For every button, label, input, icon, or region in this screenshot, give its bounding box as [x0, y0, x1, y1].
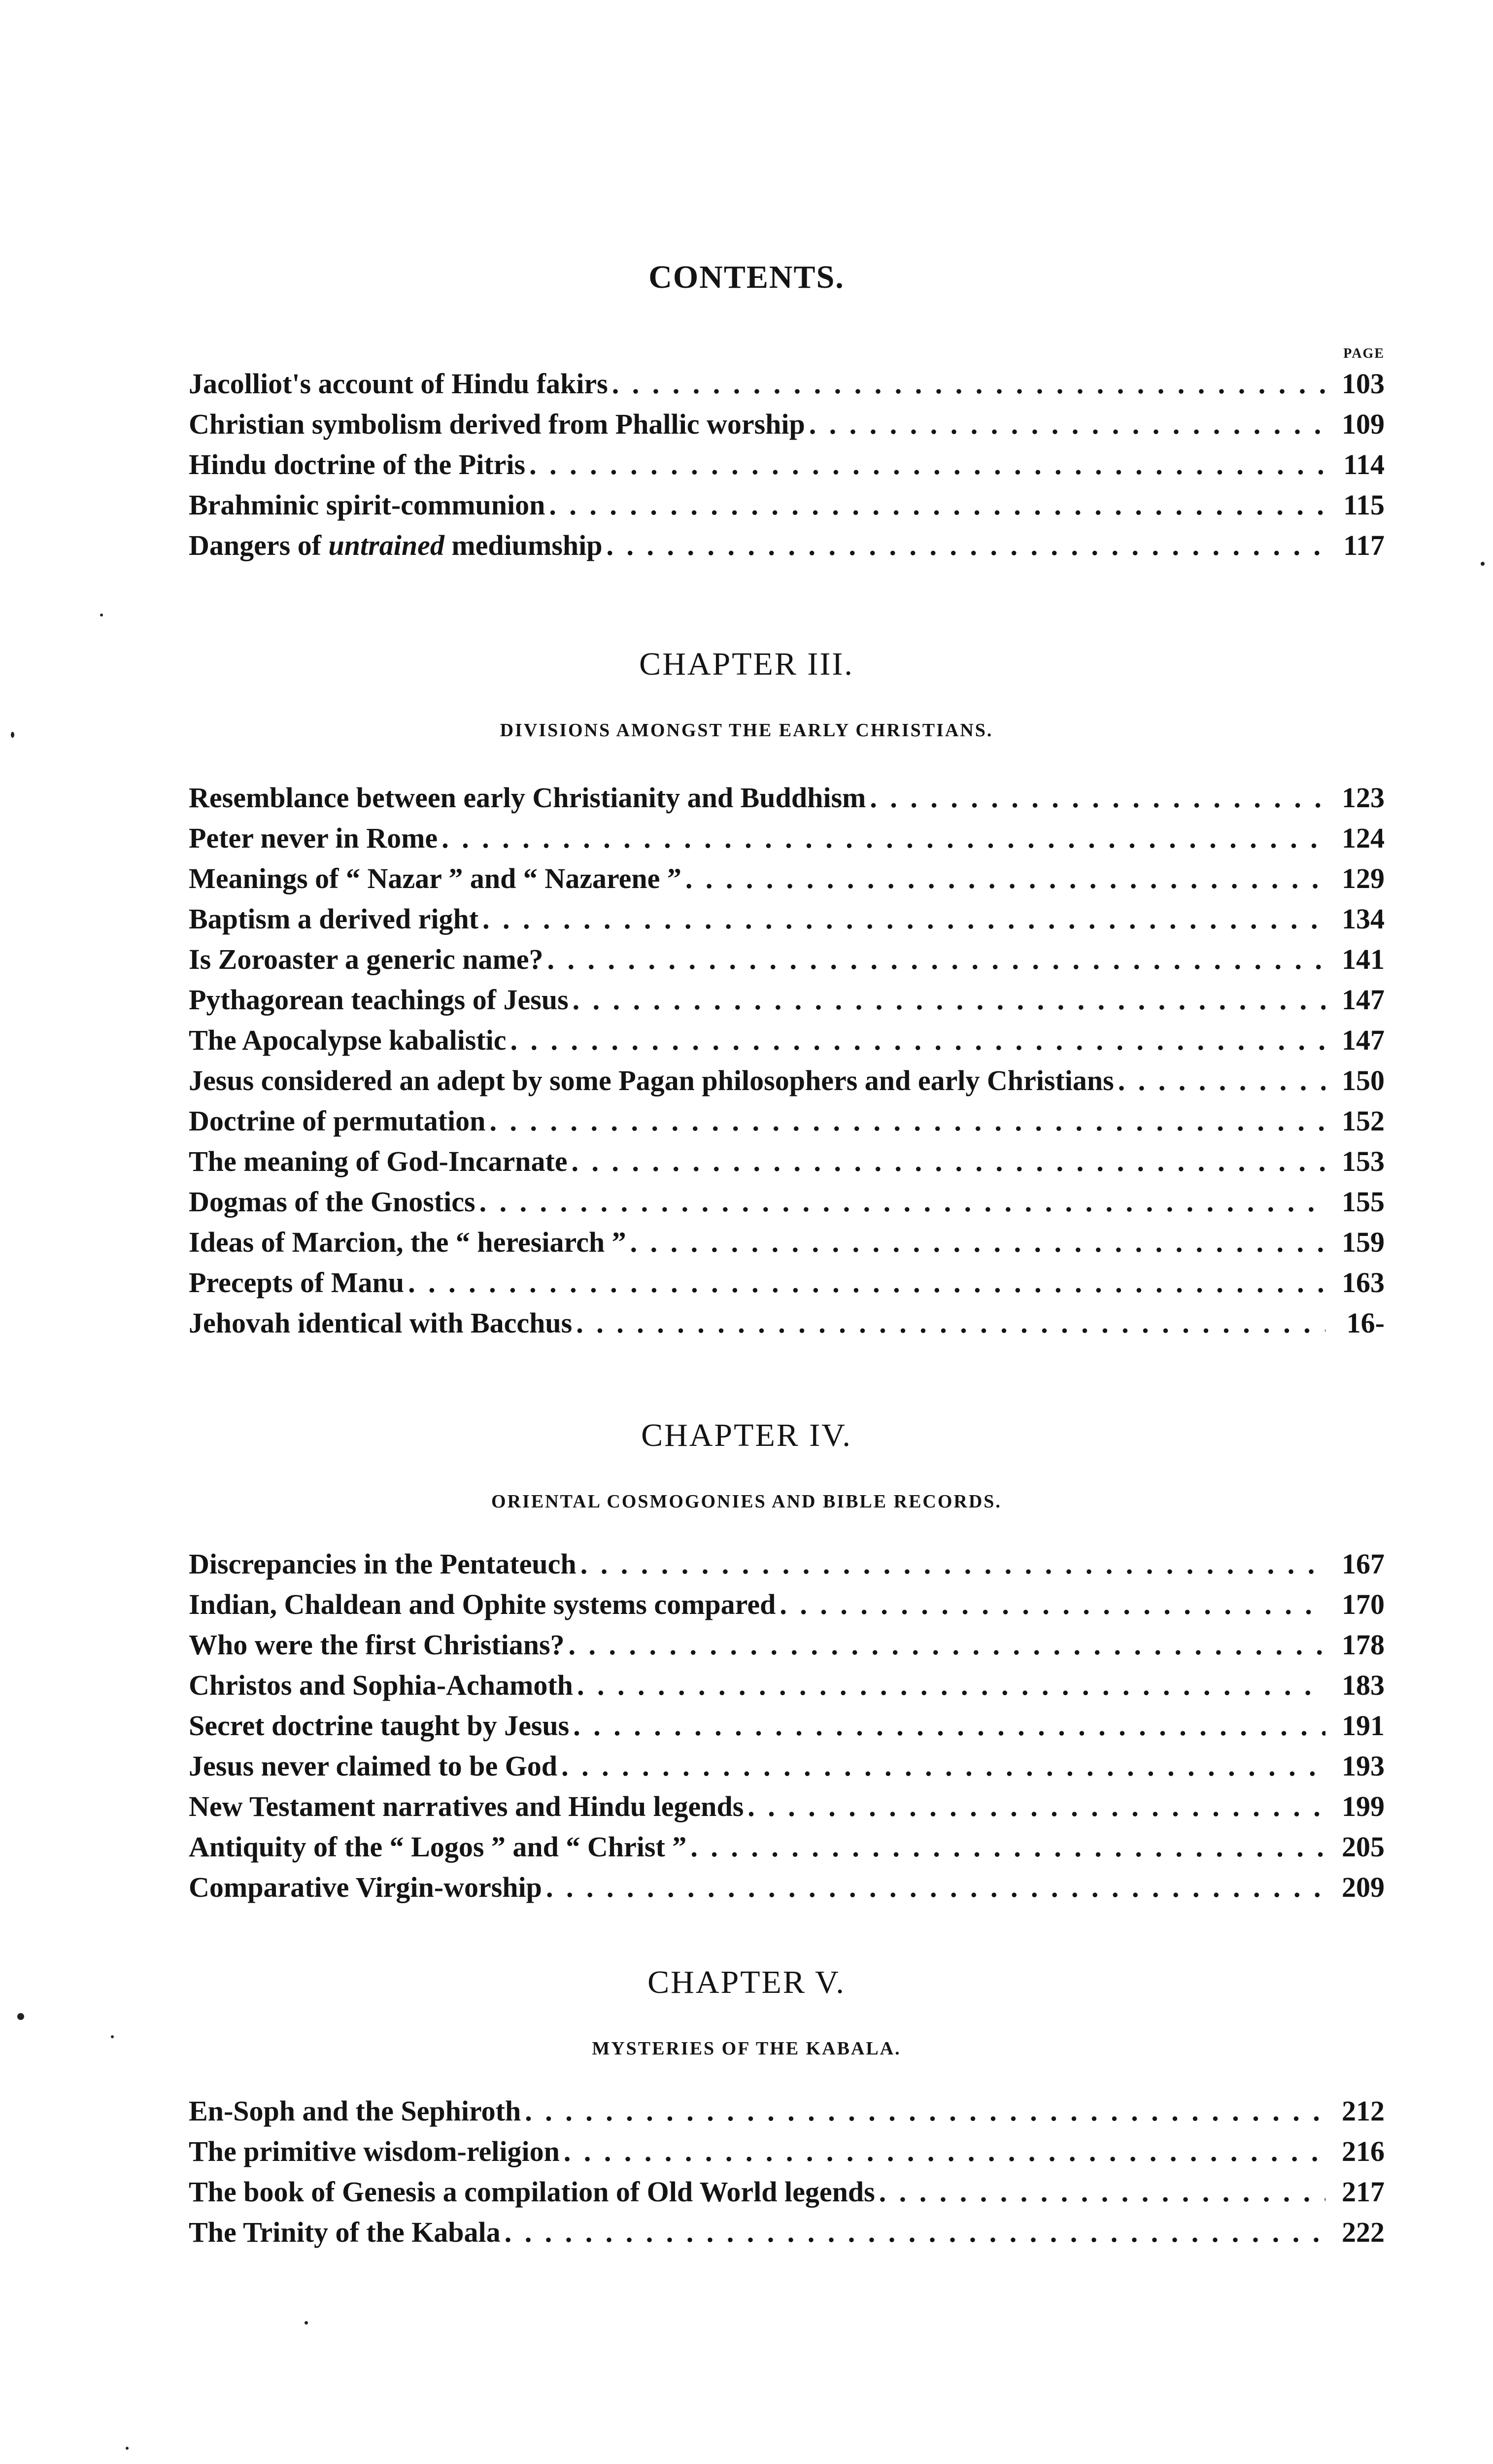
toc-entry-text: Antiquity of the “ Logos ” and “ Christ ” [189, 1831, 687, 1863]
chapter-4-toc-list [189, 1547, 1385, 1911]
toc-entry-text: Christian symbolism derived from Phallic worship [189, 408, 805, 440]
toc-page-number: 199 [1342, 1790, 1385, 1822]
dot-leader [681, 862, 1325, 895]
toc-entry-text [189, 529, 603, 562]
toc-entry [189, 1064, 1385, 1104]
toc-page-number: 191 [1342, 1710, 1385, 1742]
dot-leader [507, 1024, 1325, 1057]
toc-entry-text: The meaning of God-Incarnate [189, 1145, 568, 1177]
scan-speck [305, 2321, 308, 2325]
toc-entry-text: Jehovah identical with Bacchus [189, 1307, 573, 1339]
toc-entry-text: Brahminic spirit-communion [189, 489, 545, 521]
dot-leader [543, 943, 1325, 976]
toc-entry-text: Precepts of Manu [189, 1266, 405, 1299]
toc-page-number: 163 [1342, 1266, 1385, 1299]
toc-entry-text: Baptism a derived right [189, 903, 479, 935]
toc-page-number: 123 [1342, 782, 1385, 814]
chapter-5-subtitle: MYSTERIES OF THE KABALA. [592, 2038, 901, 2059]
toc-entry-text-part: mediumship [444, 529, 603, 561]
toc-page-number: 141 [1342, 943, 1385, 975]
toc-entry-text: New Testament narratives and Hindu legends [189, 1790, 744, 1822]
scan-speck [100, 614, 103, 616]
toc-entry-text: Discrepancies in the Pentateuch [189, 1548, 577, 1580]
toc-page-number: 212 [1342, 2095, 1385, 2127]
toc-page-number: 117 [1343, 529, 1385, 561]
toc-entry-text: The Apocalypse kabalistic [189, 1024, 507, 1056]
toc-entry-text: Secret doctrine taught by Jesus [189, 1710, 570, 1742]
dot-leader [866, 781, 1325, 814]
dot-leader [545, 488, 1325, 521]
toc-entry [189, 1145, 1385, 1185]
toc-entry [189, 781, 1385, 821]
page-title: CONTENTS. [648, 259, 845, 295]
scan-speck [1481, 562, 1485, 566]
dot-leader [521, 2094, 1325, 2127]
chapter-5-toc-list [189, 2094, 1385, 2256]
toc-page-number: 155 [1342, 1186, 1385, 1218]
dot-leader [542, 1871, 1325, 1904]
dot-leader [475, 1185, 1325, 1218]
toc-entry [189, 1709, 1385, 1749]
toc-entry-text: Pythagorean teachings of Jesus [189, 984, 569, 1016]
dot-leader [560, 2135, 1325, 2168]
toc-entry [189, 1790, 1385, 1830]
chapter-3-title: CHAPTER III. [639, 646, 854, 682]
dot-leader [686, 1830, 1325, 1863]
toc-entry-text: Jacolliot's account of Hindu fakirs [189, 368, 608, 400]
dot-leader [577, 1547, 1325, 1580]
dot-leader [573, 1669, 1325, 1702]
toc-entry-text: Peter never in Rome [189, 822, 438, 854]
dot-leader [875, 2175, 1325, 2208]
dot-leader [608, 367, 1325, 400]
toc-page-number: 193 [1342, 1750, 1385, 1782]
toc-entry [189, 1226, 1385, 1266]
dot-leader [626, 1226, 1325, 1259]
dot-leader [501, 2216, 1325, 2249]
toc-page-number: 183 [1342, 1669, 1385, 1701]
toc-entry-text: The primitive wisdom-religion [189, 2135, 560, 2167]
toc-entry-text: Resemblance between early Christianity and Buddhism [189, 782, 866, 814]
toc-entry [189, 902, 1385, 943]
dot-leader [525, 448, 1325, 481]
toc-entry-text: Jesus never claimed to be God [189, 1750, 558, 1782]
dot-leader [776, 1588, 1325, 1621]
chapter-3-subtitle: DIVISIONS AMONGST THE EARLY CHRISTIANS. [500, 720, 993, 741]
toc-entry-text: Who were the first Christians? [189, 1629, 565, 1661]
toc-page-number: 178 [1342, 1629, 1385, 1661]
toc-entry [189, 2094, 1385, 2135]
dot-leader [557, 1749, 1325, 1782]
toc-entry [189, 488, 1385, 529]
intro-toc-list [189, 367, 1385, 569]
dot-leader [565, 1628, 1325, 1661]
dot-leader [603, 529, 1325, 562]
toc-entry [189, 1547, 1385, 1588]
toc-entry-italic-word: untrained [328, 529, 444, 561]
toc-page-number: 115 [1343, 489, 1385, 521]
scan-speck [11, 732, 14, 738]
toc-entry [189, 1628, 1385, 1669]
toc-entry [189, 1306, 1385, 1347]
toc-entry [189, 1871, 1385, 1911]
toc-entry-text: The Trinity of the Kabala [189, 2216, 501, 2248]
dot-leader [485, 1104, 1325, 1137]
toc-entry [189, 367, 1385, 408]
dot-leader [805, 408, 1325, 441]
toc-page-number: 134 [1342, 903, 1385, 935]
toc-entry [189, 408, 1385, 448]
page-column-label: PAGE [1343, 346, 1385, 361]
toc-entry [189, 1185, 1385, 1226]
toc-page-number: 16- [1346, 1307, 1385, 1339]
toc-entry-text: En-Soph and the Sephiroth [189, 2095, 521, 2127]
toc-page-number: 124 [1342, 822, 1385, 854]
toc-page-number: 109 [1342, 408, 1385, 440]
toc-entry [189, 1266, 1385, 1306]
dot-leader [569, 1709, 1325, 1742]
toc-entry-text: Ideas of Marcion, the “ heresiarch ” [189, 1226, 626, 1258]
toc-page-number: 170 [1342, 1588, 1385, 1620]
toc-entry [189, 1830, 1385, 1871]
scan-speck [17, 2013, 24, 2020]
toc-entry [189, 529, 1385, 569]
dot-leader [438, 821, 1325, 855]
toc-page-number: 129 [1342, 862, 1385, 894]
scan-speck [126, 2447, 129, 2450]
toc-page-number: 103 [1342, 368, 1385, 400]
toc-entry-text-part: Dangers of [189, 529, 329, 561]
toc-page-number: 216 [1342, 2135, 1385, 2167]
toc-entry [189, 983, 1385, 1024]
toc-entry [189, 943, 1385, 983]
dot-leader [569, 983, 1325, 1016]
dot-leader [744, 1790, 1325, 1823]
toc-page-number: 147 [1342, 984, 1385, 1016]
toc-entry-text: The book of Genesis a compilation of Old World legends [189, 2176, 875, 2208]
toc-entry [189, 448, 1385, 488]
toc-entry-text: Is Zoroaster a generic name? [189, 943, 543, 975]
toc-entry [189, 1104, 1385, 1145]
toc-entry [189, 1749, 1385, 1790]
toc-page-number: 205 [1342, 1831, 1385, 1863]
toc-entry-text: Indian, Chaldean and Ophite systems compared [189, 1588, 776, 1620]
chapter-5-title: CHAPTER V. [647, 1964, 846, 2000]
toc-page-number: 217 [1342, 2176, 1385, 2208]
toc-entry [189, 2135, 1385, 2175]
toc-page-number: 114 [1343, 448, 1385, 480]
toc-entry-text: Meanings of “ Nazar ” and “ Nazarene ” [189, 862, 681, 894]
dot-leader [478, 902, 1325, 935]
toc-entry [189, 1669, 1385, 1709]
dot-leader [1114, 1064, 1325, 1097]
toc-page-number: 152 [1342, 1105, 1385, 1137]
toc-page-number: 167 [1342, 1548, 1385, 1580]
toc-entry-text: Doctrine of permutation [189, 1105, 486, 1137]
toc-entry-text: Comparative Virgin-worship [189, 1871, 542, 1903]
toc-entry-text: Jesus considered an adept by some Pagan philosophers and early Christians [189, 1064, 1114, 1096]
toc-page-number: 153 [1342, 1145, 1385, 1177]
toc-entry [189, 821, 1385, 862]
toc-page-number: 150 [1342, 1064, 1385, 1096]
toc-page-number: 159 [1342, 1226, 1385, 1258]
dot-leader [568, 1145, 1326, 1178]
toc-entry [189, 1024, 1385, 1064]
toc-page-number: 147 [1342, 1024, 1385, 1056]
toc-entry [189, 1588, 1385, 1628]
dot-leader [404, 1266, 1325, 1299]
toc-page-number: 209 [1342, 1871, 1385, 1903]
toc-entry [189, 2216, 1385, 2256]
chapter-4-title: CHAPTER IV. [641, 1417, 852, 1453]
toc-entry-text: Dogmas of the Gnostics [189, 1186, 475, 1218]
chapter-4-subtitle: ORIENTAL COSMOGONIES AND BIBLE RECORDS. [491, 1491, 1002, 1512]
toc-entry [189, 862, 1385, 902]
scan-speck [111, 2035, 114, 2038]
toc-entry-text: Hindu doctrine of the Pitris [189, 448, 526, 480]
toc-entry-text: Christos and Sophia-Achamoth [189, 1669, 573, 1701]
dot-leader [572, 1306, 1325, 1339]
toc-entry [189, 2175, 1385, 2216]
toc-page-number: 222 [1342, 2216, 1385, 2248]
chapter-3-toc-list [189, 781, 1385, 1347]
